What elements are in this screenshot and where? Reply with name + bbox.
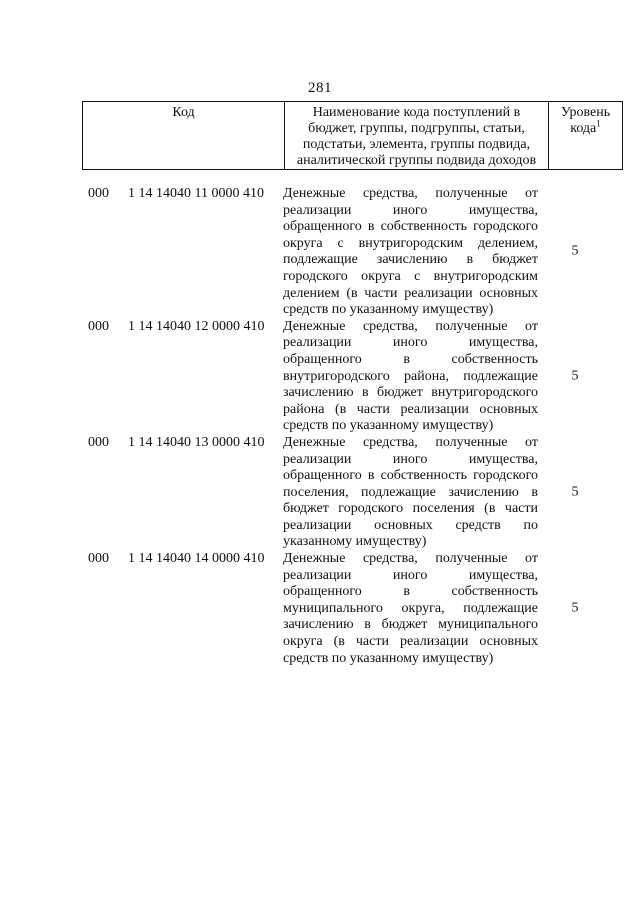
row-level: 5 [571,368,579,384]
row-description: Денежные средства, полученные от реализации иного имущества, обращенного в собственность внутригородского района, подлежащие зачислению в бюджет внутригородского района (в части реализации основных средств по указанному имуществу) [283,318,538,434]
table-row [0,551,640,667]
row-level: 5 [571,244,579,260]
row-description: Денежные средства, полученные от реализации иного имущества, обращенного в собственность городского округа с внутригородским делением, подлежащие зачислению в бюджет городского округа с внутригородским делением (в части реализации основных средств по указанному имуществу) [283,186,538,318]
row-admin-code: 000 [88,318,109,334]
row-level: 5 [571,484,579,500]
row-admin-code: 000 [88,186,109,201]
row-income-code: 1 14 14040 14 0000 410 [128,551,265,567]
header-name: Наименование кода поступлений в бюджет, группы, подгруппы, статьи, подстатьи, элемента, группы подвида, аналитической группы подвида доходов [285,102,549,170]
table-body [0,186,640,667]
row-description: Денежные средства, полученные от реализации иного имущества, обращенного в собственность муниципального округа, подлежащие зачислению в бюджет муниципального округа (в части реализации основных средств по указанному имуществу) [283,551,538,666]
header-level-label: Уровень кода [560,105,611,136]
header-level [549,102,623,170]
row-admin-code: 000 [88,551,109,567]
row-income-code: 1 14 14040 11 0000 410 [128,186,264,201]
row-description: Денежные средства, полученные от реализации иного имущества, обращенного в собственность городского поселения, подлежащие зачислению в бюджет городского поселения (в части реализации основных средств по указанному имуществу) [283,434,538,550]
header-level-footnote: 1 [596,118,601,129]
page-number: 281 [308,80,332,96]
header-row [83,102,623,170]
row-level: 5 [571,600,579,616]
table-row [0,435,640,551]
row-income-code: 1 14 14040 12 0000 410 [128,318,265,334]
table-row [0,186,640,319]
table-row [0,319,640,435]
row-income-code: 1 14 14040 13 0000 410 [128,434,265,450]
header-code: Код [83,102,285,170]
table-header [82,101,623,170]
row-admin-code: 000 [88,434,109,450]
